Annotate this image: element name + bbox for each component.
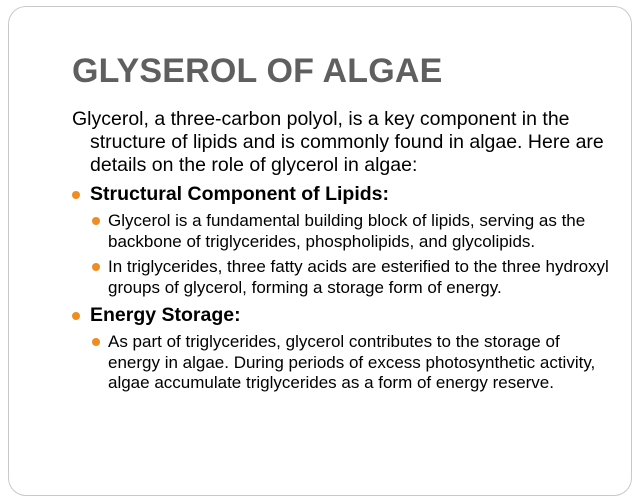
sub-bullet-item — [72, 257, 612, 298]
sub-bullet-item — [72, 211, 612, 252]
bullet-dot-icon — [92, 338, 100, 346]
sub-bullet-text: In triglycerides, three fatty acids are esterified to the three hydroxyl groups of glycerol, forming a storage form of energy. — [108, 257, 609, 297]
sub-bullet-text: As part of triglycerides, glycerol contributes to the storage of energy in algae. During periods of excess photosynthetic activity, algae accumulate triglycerides as a form of energy reserve. — [108, 332, 596, 392]
intro-paragraph: Glycerol, a three-carbon polyol, is a key component in the structure of lipids and is commonly found in algae. Here are details on the role of glycerol in algae: — [72, 108, 604, 176]
bullet-dot-icon — [72, 312, 80, 320]
slide-title: GLYSEROL OF ALGAE — [72, 52, 443, 90]
slide-content — [72, 108, 612, 394]
section-heading-energy — [72, 304, 612, 327]
bullet-dot-icon — [92, 217, 100, 225]
sub-bullet-item — [72, 332, 612, 394]
section-heading-structural — [72, 183, 612, 206]
section-heading-text: Structural Component of Lipids: — [90, 183, 389, 205]
sub-bullet-text: Glycerol is a fundamental building block of lipids, serving as the backbone of triglycerides, phospholipids, and glycolipids. — [108, 211, 586, 251]
bullet-dot-icon — [92, 263, 100, 271]
section-heading-text: Energy Storage: — [90, 304, 241, 326]
bullet-dot-icon — [72, 191, 80, 199]
